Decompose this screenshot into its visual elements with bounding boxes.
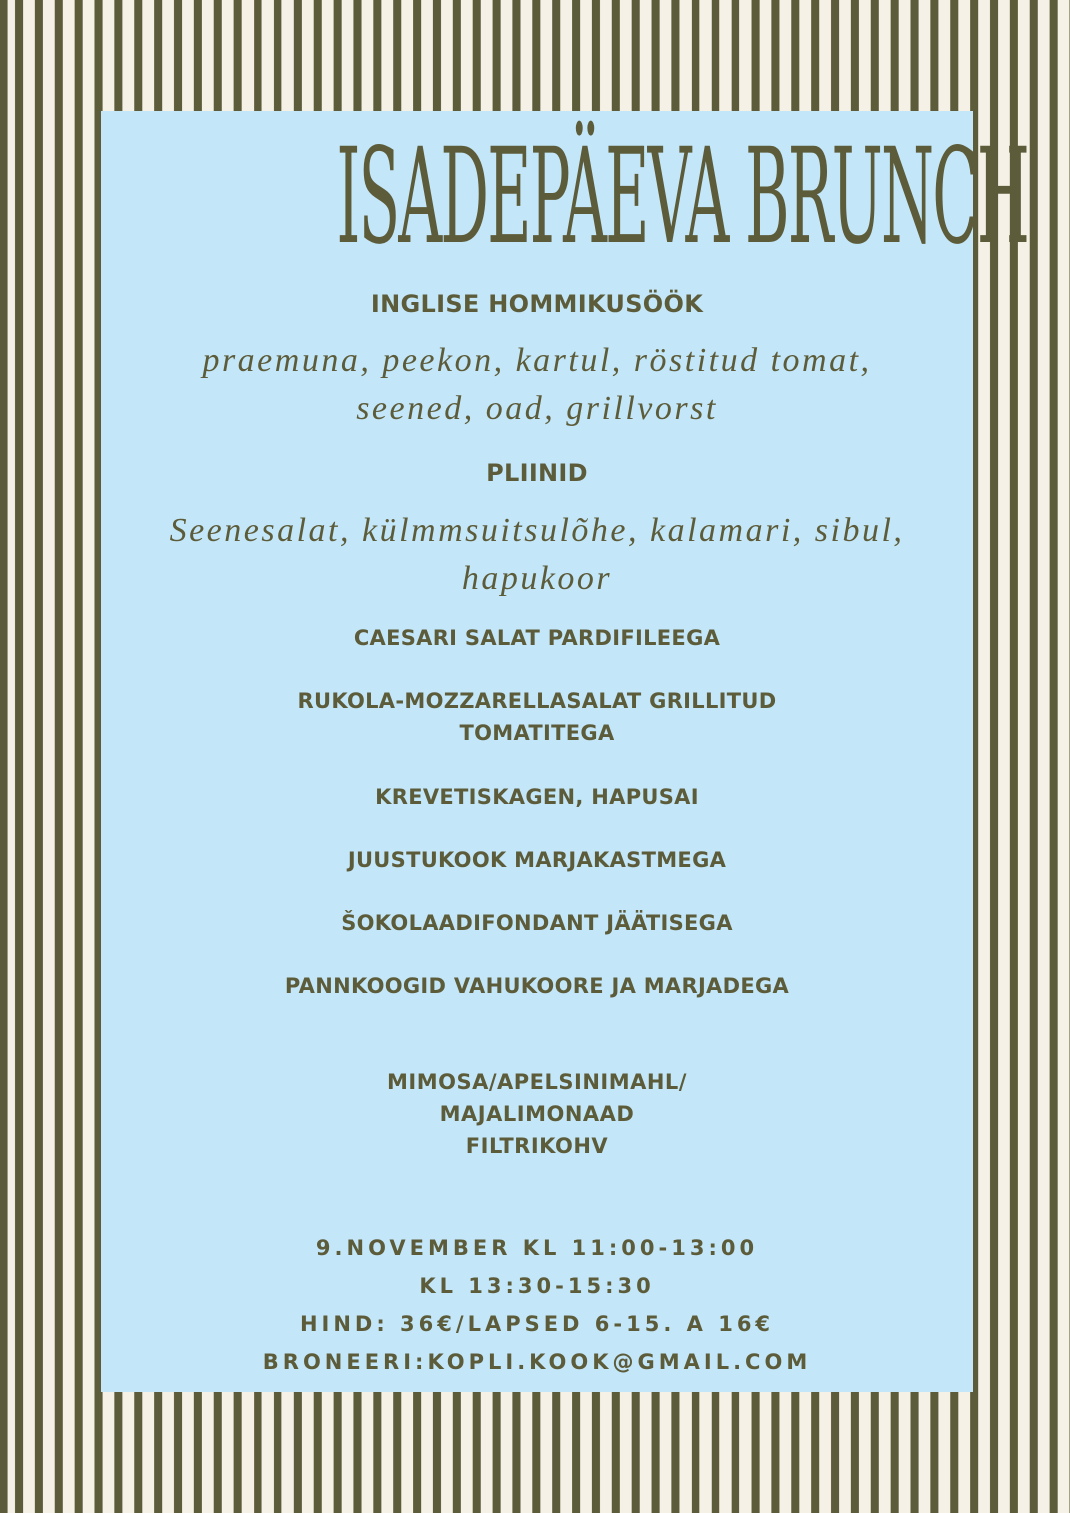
page-title: ISADEPÄEVA BRUNCH bbox=[336, 120, 1028, 274]
menu-item-chocolate-fondant bbox=[101, 907, 973, 939]
menu-item-caesar-salad bbox=[101, 622, 973, 654]
menu-item-line: KREVETISKAGEN, HAPUSAI bbox=[375, 785, 699, 809]
description-line: seened, oad, grillvorst bbox=[356, 390, 718, 427]
section-description-pliinid bbox=[101, 507, 973, 603]
description-line: hapukoor bbox=[461, 560, 613, 597]
event-price: HIND: 36€/LAPSED 6-15. A 16€ bbox=[299, 1312, 775, 1336]
event-second-time: KL 13:30-15:30 bbox=[419, 1274, 655, 1298]
drink-line: FILTRIKOHV bbox=[465, 1134, 609, 1158]
drink-line: MAJALIMONAAD bbox=[439, 1102, 635, 1126]
drinks-list bbox=[101, 1066, 973, 1162]
menu-item-cheesecake bbox=[101, 844, 973, 876]
event-info bbox=[101, 1229, 973, 1381]
menu-item-line: TOMATITEGA bbox=[459, 721, 615, 745]
menu-item-rukola-salad bbox=[101, 685, 973, 749]
menu-item-pancakes bbox=[101, 970, 973, 1002]
menu-item-line: PANNKOOGID VAHUKOORE JA MARJADEGA bbox=[284, 974, 790, 998]
drink-line: MIMOSA/APELSINIMAHL/ bbox=[387, 1070, 687, 1094]
description-line: Seenesalat, külmmsuitsulõhe, kalamari, sibul, bbox=[169, 512, 905, 549]
description-line: praemuna, peekon, kartul, röstitud tomat, bbox=[202, 342, 872, 379]
section-description-english-breakfast bbox=[101, 337, 973, 433]
menu-panel bbox=[101, 111, 1028, 1392]
menu-item-line: ŠOKOLAADIFONDANT JÄÄTISEGA bbox=[341, 911, 733, 935]
menu-item-krevetiskagen bbox=[101, 781, 973, 813]
menu-item-line: RUKOLA-MOZZARELLASALAT GRILLITUD bbox=[297, 689, 777, 713]
booking-email: BRONEERI:KOPLI.KOOK@GMAIL.COM bbox=[262, 1350, 812, 1374]
event-date: 9.NOVEMBER KL 11:00-13:00 bbox=[315, 1236, 759, 1260]
menu-item-line: CAESARI SALAT PARDIFILEEGA bbox=[353, 626, 721, 650]
section-heading-pliinid: PLIINID bbox=[486, 459, 588, 487]
menu-item-line: JUUSTUKOOK MARJAKASTMEGA bbox=[347, 848, 727, 872]
section-heading-english-breakfast: INGLISE HOMMIKUSÖÖK bbox=[370, 290, 704, 318]
